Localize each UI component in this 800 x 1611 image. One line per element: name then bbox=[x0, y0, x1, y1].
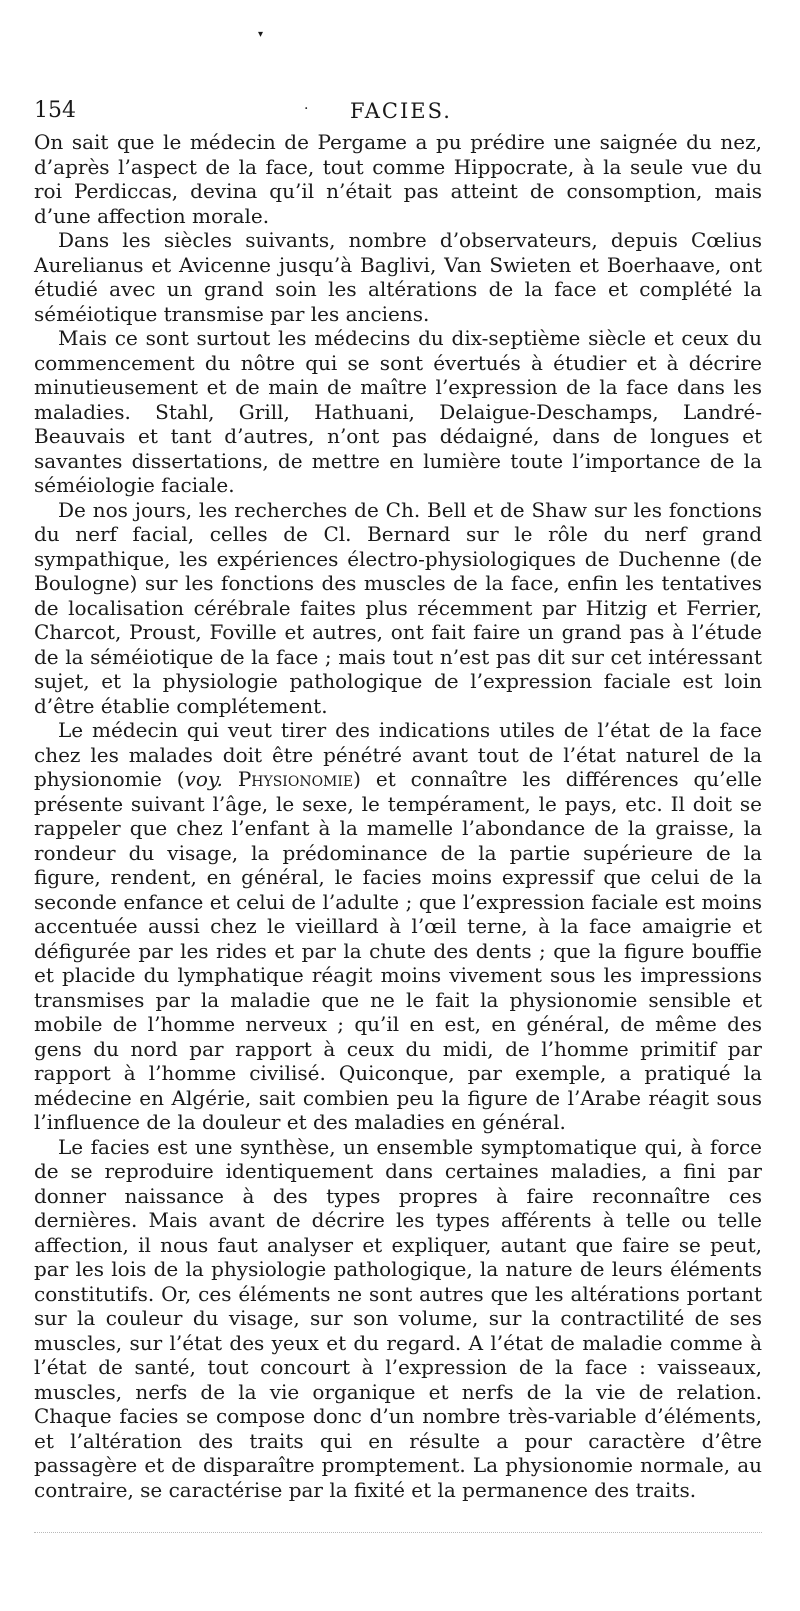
bottom-bleed-through bbox=[34, 1532, 762, 1537]
paragraph-5-cross-reference: Physionomie bbox=[237, 767, 354, 791]
body-text bbox=[34, 130, 762, 1502]
top-print-mark: ▾ bbox=[258, 29, 264, 40]
paragraph-2: Dans les siècles suivants, nombre d’observateurs, depuis Cœlius Aurelianus et Avicenne jusqu’à Baglivi, Van Swieten et Boerhaave, ont étudié avec un grand soin les altérations de la face et complété la séméiotique transmise par les anciens. bbox=[34, 228, 762, 326]
paragraph-6: Le facies est une synthèse, un ensemble symptomatique qui, à force de se reproduire identiquement dans certaines maladies, a fini par donner naissance à des types propres à faire reconnaître ces dernières. Mais avant de décrire les types afférents à telle ou telle affection, il nous faut analyser et expliquer, autant que faire se peut, par les lois de la physiologie pathologique, la nature de leurs éléments constitutifs. Or, ces éléments ne sont autres que les altérations portant sur la couleur du visage, sur son volume, sur la contractilité de ses muscles, sur l’état des yeux et du regard. A l’état de maladie comme à l’état de santé, tout concourt à l’expression de la face : vaisseaux, muscles, nerfs de la vie organique et nerfs de la vie de relation. Chaque facies se compose donc d’un nombre très-variable d’éléments, et l’altération des traits qui en résulte a pour caractère d’être passagère et de disparaître promptement. La physionomie normale, au contraire, se caractérise par la fixité et la permanence des traits. bbox=[34, 1134, 762, 1502]
page-number: 154 bbox=[34, 98, 76, 123]
running-head-dot: · bbox=[304, 101, 309, 117]
paragraph-4: De nos jours, les recherches de Ch. Bell et de Shaw sur les fonctions du nerf facial, celles de Cl. Bernard sur le rôle du nerf grand sympathique, les expériences électro-physiologiques de Duchenne (de Boulogne) sur les fonctions des muscles de la face, enfin les tentatives de localisation cérébrale faites plus récemment par Hitzig et Ferrier, Charcot, Proust, Foville et autres, ont fait faire un grand pas à l’étude de la séméiotique de la face ; mais tout n’est pas dit sur cet intéressant sujet, et la physiologie pathologique de l’expression faciale est loin d’être établie complétement. bbox=[34, 497, 762, 718]
paragraph-5-part-a: Le médecin qui veut tirer des indications utiles de l’état de la face chez les malades doit être pénétré avant tout de l’état naturel de la physionomie ( bbox=[34, 718, 762, 791]
paragraph-3: Mais ce sont surtout les médecins du dix-septième siècle et ceux du commencement du nôtre qui se sont évertués à étudier et à décrire minutieusement et de main de maître l’expression de la face dans les maladies. Stahl, Grill, Hathuani, Delaigue-Deschamps, Landré-Beauvais et tant d’autres, n’ont pas dédaigné, dans de longues et savantes dissertations, de mettre en lumière toute l’importance de la séméiologie faciale. bbox=[34, 326, 762, 497]
running-head bbox=[34, 96, 762, 130]
paragraph-1: On sait que le médecin de Pergame a pu prédire une saignée du nez, d’après l’aspect de la face, tout comme Hippocrate, à la seule vue du roi Perdiccas, devina qu’il n’était pas atteint de consomption, mais d’une affection morale. bbox=[34, 130, 762, 228]
paragraph-5 bbox=[34, 718, 762, 1135]
running-title: FACIES. bbox=[350, 99, 452, 123]
paragraph-5-voy: voy. bbox=[184, 767, 223, 791]
paragraph-5-part-b: ) et connaître les différences qu’elle présente suivant l’âge, le sexe, le tempérament, le pays, etc. Il doit se rappeler que chez l’enfant à la mamelle l’abondance de la graisse, la rondeur du visage, la prédominance de la partie supérieure de la figure, rendent, en général, le facies moins expressif que celui de la seconde enfance et celui de l’adulte ; que l’expression faciale est moins accentuée aussi chez le vieillard à l’œil terne, à la face amaigrie et défigurée par les rides et par la chute des dents ; que la figure bouffie et placide du lymphatique réagit moins vivement sous les impressions transmises par la maladie que ne le fait la physionomie sensible et mobile de l’homme nerveux ; qu’il en est, en général, de même des gens du nord par rapport à ceux du midi, de l’homme primitif par rapport à l’homme civilisé. Quiconque, par exemple, a pratiqué la médecine en Algérie, sait combien peu la figure de l’Arabe réagit sous l’influence de la douleur et des maladies en général. bbox=[34, 767, 763, 1134]
